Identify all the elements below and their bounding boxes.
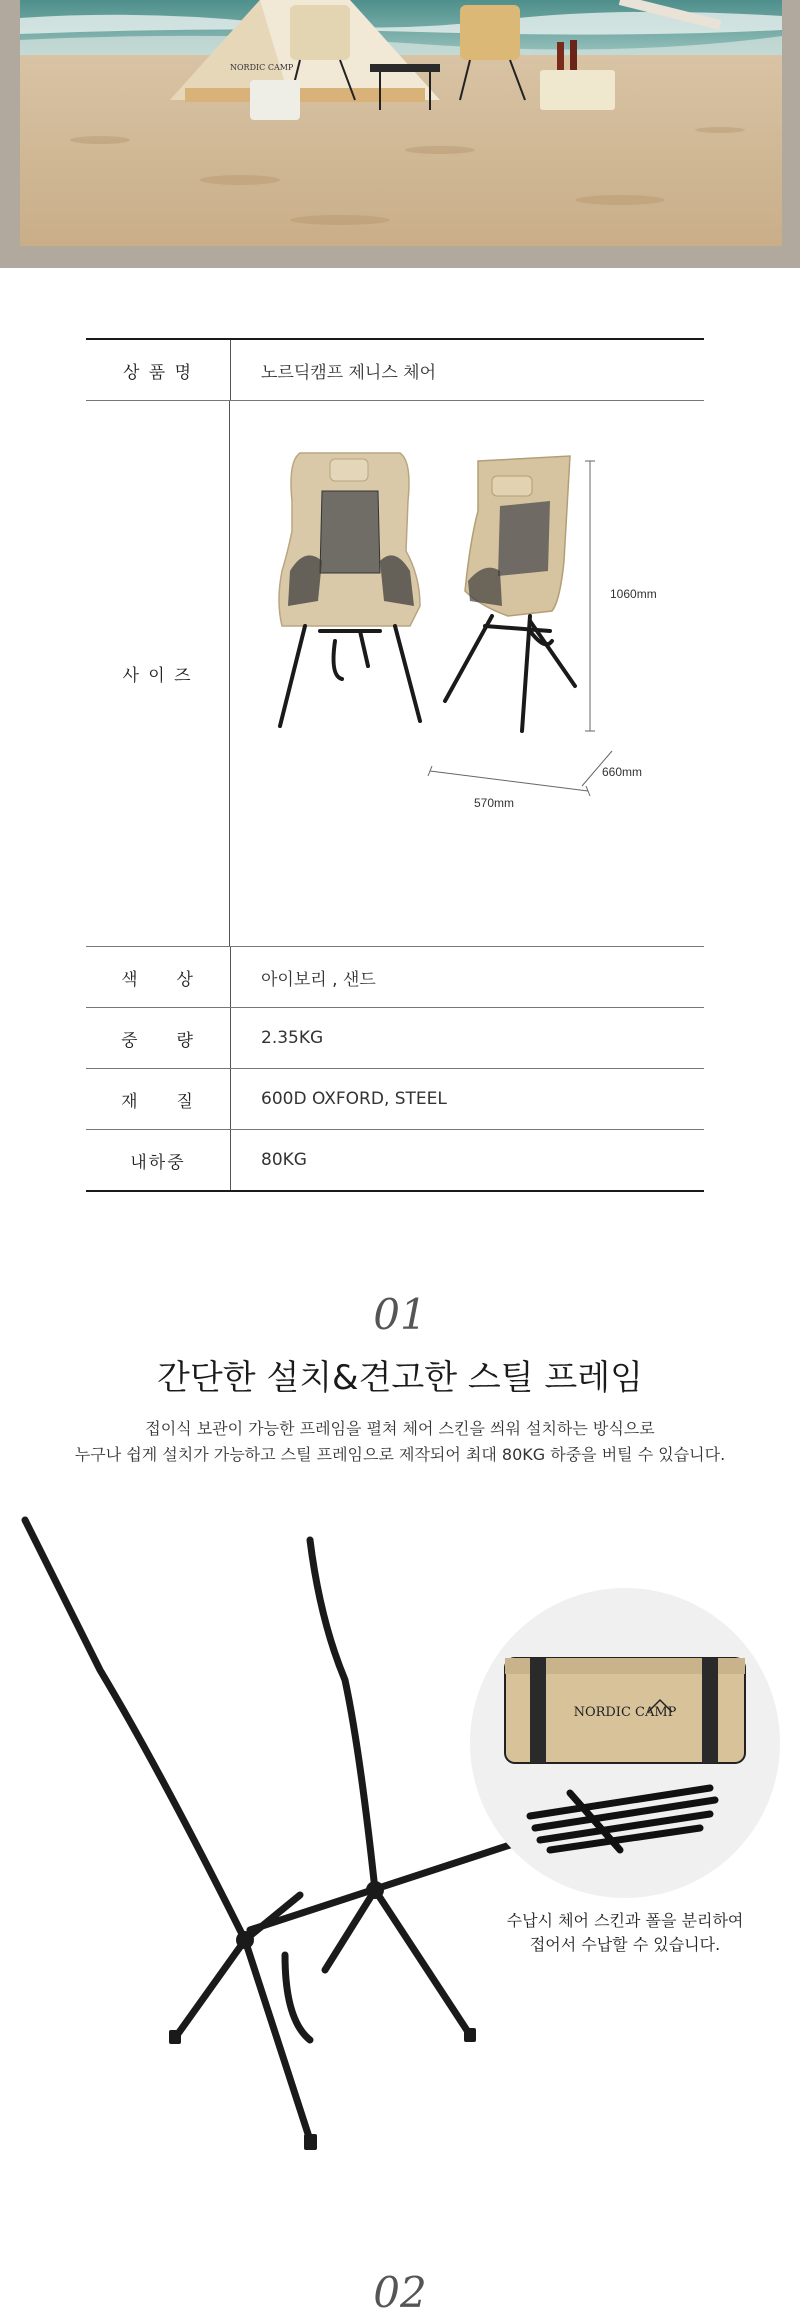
spec-label-material: 재 질 — [86, 1069, 231, 1129]
spec-value-material: 600D OXFORD, STEEL — [261, 1089, 447, 1109]
hero-photo — [20, 0, 782, 246]
height-dimension-label: 1060mm — [610, 587, 657, 601]
depth-dimension-label: 660mm — [602, 765, 643, 779]
spec-row-color — [86, 947, 704, 1008]
spec-table — [86, 338, 704, 1192]
feature-title: 간단한 설치&견고한 스틸 프레임 — [157, 1358, 643, 1398]
bag-brand-text: NORDIC CAMP — [573, 1705, 677, 1720]
feature-number-01: 01 — [373, 1290, 427, 1339]
chair-size-figure — [230, 401, 704, 946]
spec-value-color: 아이보리 , 샌드 — [261, 969, 376, 990]
spec-row-load — [86, 1130, 704, 1190]
spec-row-weight — [86, 1008, 704, 1069]
spec-value-name: 노르딕캠프 제니스 체어 — [261, 362, 437, 383]
svg-text:NORDIC CAMP: NORDIC CAMP — [230, 63, 294, 72]
spec-label-weight: 중 량 — [86, 1008, 231, 1068]
spec-row-name — [86, 340, 704, 401]
width-dimension-label: 570mm — [474, 796, 515, 810]
spec-label-color: 색 상 — [86, 947, 231, 1007]
storage-caption-line1: 수납시 체어 스킨과 폴을 분리하여 — [506, 1911, 744, 1930]
spec-value-weight: 2.35KG — [261, 1028, 324, 1048]
feature-number-02: 02 — [373, 2268, 427, 2317]
spec-row-material — [86, 1069, 704, 1130]
storage-bag-image — [470, 1588, 780, 1898]
spec-row-size — [86, 401, 704, 947]
hero-frame — [0, 0, 800, 268]
spec-value-load: 80KG — [261, 1150, 307, 1170]
spec-label-load: 내하중 — [86, 1130, 231, 1190]
chair-illustration — [230, 401, 704, 946]
spec-label-name: 상 품 명 — [86, 340, 231, 400]
feature-desc-line1: 접이식 보관이 가능한 프레임을 펼쳐 체어 스킨을 씌워 설치하는 방식으로 — [145, 1419, 655, 1438]
spec-label-size: 사 이 즈 — [86, 401, 230, 946]
feature-desc-line2: 누구나 쉽게 설치가 가능하고 스틸 프레임으로 제작되어 최대 80KG 하중을 버틸 수 있습니다. — [74, 1445, 726, 1464]
storage-caption-line2: 접어서 수납할 수 있습니다. — [529, 1935, 721, 1954]
